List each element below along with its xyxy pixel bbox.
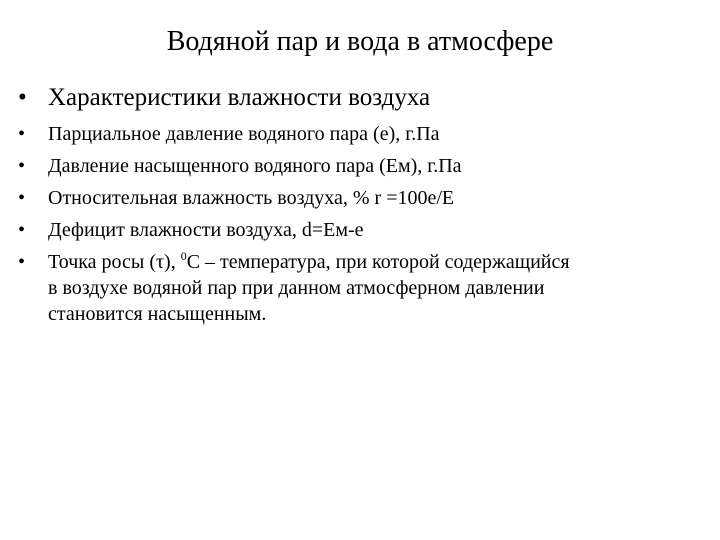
bullet-icon: • (18, 219, 26, 241)
list-item-partial-pressure (18, 121, 708, 147)
list-item-text-line-2: в воздухе водяной пар при данном атмосферном давлении (48, 277, 545, 299)
degree-superscript: 0 (180, 249, 187, 263)
section-heading (18, 82, 430, 114)
list-item-dew-point (18, 249, 708, 327)
list-item-relative-humidity (18, 185, 708, 211)
section-heading-text: Характеристики влажности воздуха (48, 84, 431, 111)
list-item-text: Дефицит влажности воздуха, d=Ем-е (48, 219, 364, 241)
bullet-icon: • (18, 155, 26, 177)
bullet-icon: • (18, 123, 26, 145)
bullet-list (18, 121, 708, 333)
list-item-humidity-deficit (18, 217, 708, 243)
bullet-icon: • (18, 84, 27, 111)
bullet-icon: • (18, 187, 26, 209)
list-item-text-line-3: становится насыщенным. (48, 303, 267, 325)
list-item-text-line-1 (48, 249, 708, 275)
list-item-text: Относительная влажность воздуха, % r =100е/Е (48, 187, 455, 209)
list-item-text: Парциальное давление водяного пара (е), г.Па (48, 123, 440, 145)
list-item-saturation-pressure (18, 153, 708, 179)
list-item-text: Давление насыщенного водяного пара (Ем), г.Па (48, 155, 462, 177)
slide-title: Водяной пар и вода в атмосфере (166, 26, 554, 57)
bullet-icon: • (18, 251, 26, 273)
dew-point-text-start: Точка росы (τ), (48, 251, 181, 273)
dew-point-text-end: С – температура, при которой содержащийся (186, 251, 570, 273)
